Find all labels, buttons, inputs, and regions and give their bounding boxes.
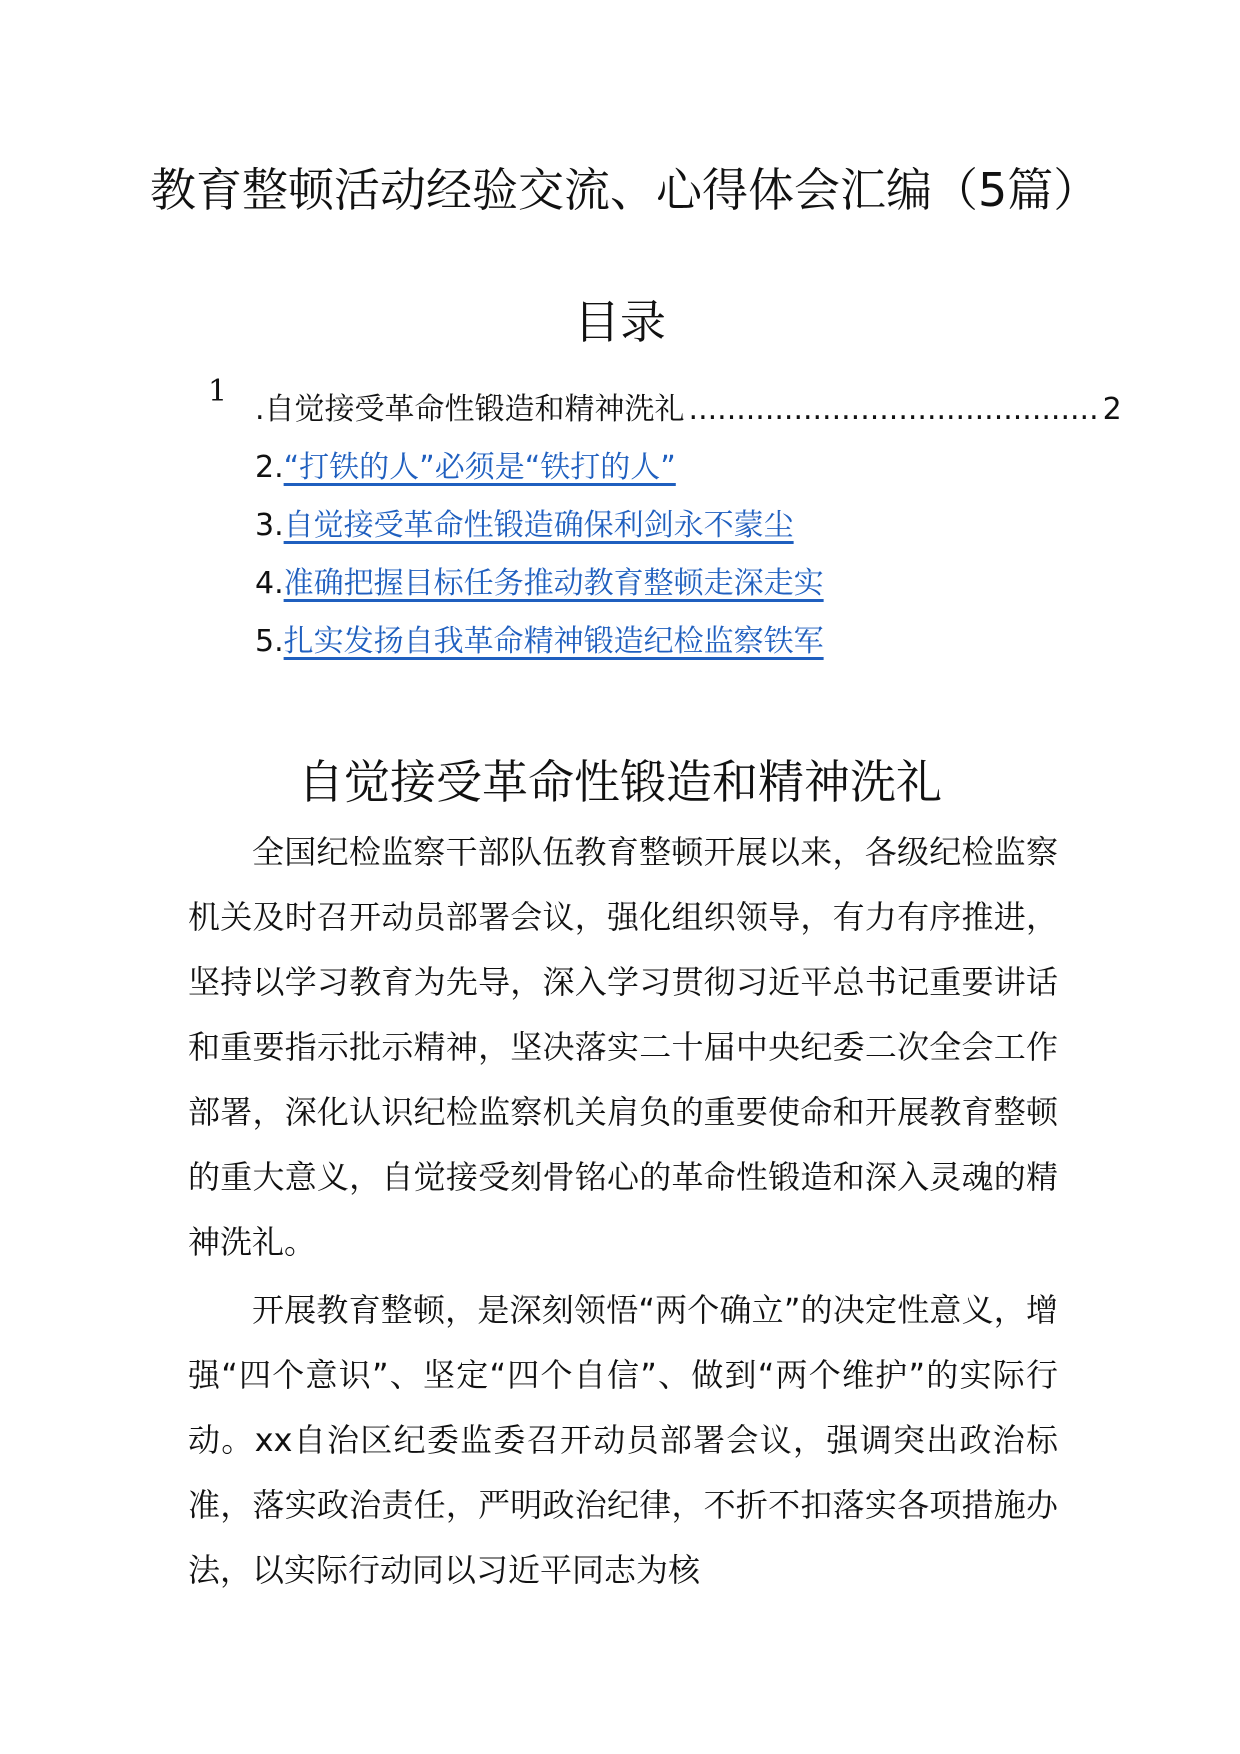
toc-entry-number: 5. xyxy=(255,624,284,659)
section-title: 自觉接受革命性锻造和精神洗礼 xyxy=(298,755,942,809)
toc-link[interactable]: 准确把握目标任务推动教育整顿走深走实 xyxy=(283,566,824,601)
toc-marker: 1 xyxy=(208,374,228,409)
toc-link[interactable]: “打铁的人”必须是“铁打的人” xyxy=(283,450,676,485)
toc-entry-4[interactable] xyxy=(255,564,1055,604)
toc-link[interactable]: 扎实发扬自我革命精神锻造纪检监察铁军 xyxy=(283,624,824,659)
toc-entry-text: .自觉接受革命性锻造和精神洗礼 xyxy=(255,392,685,427)
toc-entry-number: 3. xyxy=(255,508,284,543)
toc-link[interactable]: 自觉接受革命性锻造确保利剑永不蒙尘 xyxy=(283,508,794,543)
toc-entry-number: 2. xyxy=(255,450,284,485)
toc-leader-dots: ........................................... xyxy=(688,392,1099,427)
toc-entry-number: 4. xyxy=(255,566,284,601)
toc-entry-1[interactable] xyxy=(255,390,1122,430)
toc-entry-5[interactable] xyxy=(255,622,1055,662)
toc-heading: 目录 xyxy=(574,295,666,349)
toc-entry-3[interactable] xyxy=(255,506,1055,546)
body-paragraph-2: 开展教育整顿，是深刻领悟“两个确立”的决定性意义，增强“四个意识”、坚定“四个自信”、做到“两个维护”的实际行动。xx自治区纪委监委召开动员部署会议，强调突出政治标准，落实政治责任，严明政治纪律，不折不扣落实各项措施办法，以实际行动同以习近平同志为核 xyxy=(188,1291,1058,1589)
document-title: 教育整顿活动经验交流、心得体会汇编（5篇） xyxy=(150,163,1100,217)
toc-page-number: 2 xyxy=(1102,392,1122,427)
toc-entry-2[interactable] xyxy=(255,448,1055,488)
body-paragraph-1: 全国纪检监察干部队伍教育整顿开展以来，各级纪检监察机关及时召开动员部署会议，强化组织领导，有力有序推进，坚持以学习教育为先导，深入学习贯彻习近平总书记重要讲话和重要指示批示精神，坚决落实二十届中央纪委二次全会工作部署，深化认识纪检监察机关肩负的重要使命和开展教育整顿的重大意义，自觉接受刻骨铭心的革命性锻造和深入灵魂的精神洗礼。 xyxy=(188,833,1058,1261)
